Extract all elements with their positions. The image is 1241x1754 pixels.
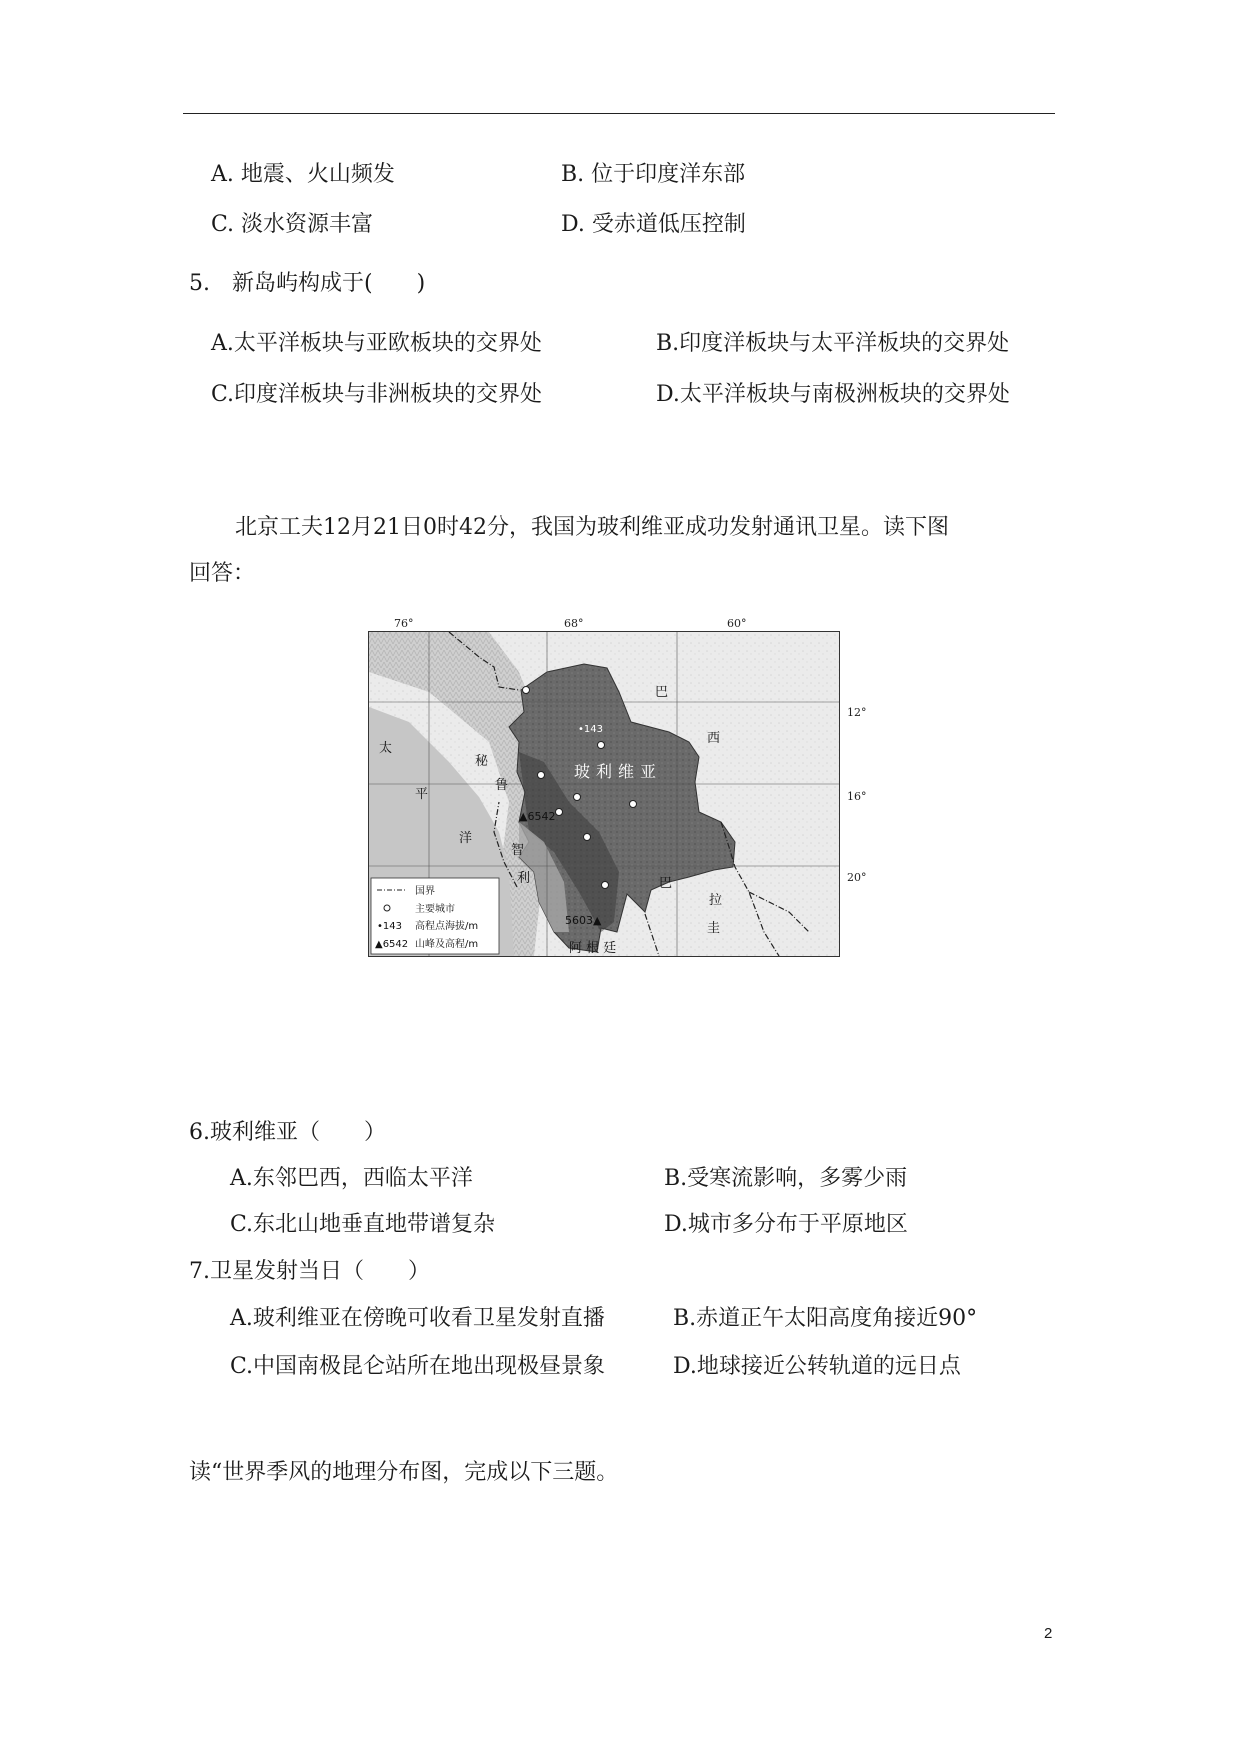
q6-option-b: B.受寒流影响，多雾少雨 bbox=[664, 1166, 908, 1191]
lat-label-20: 20° bbox=[847, 871, 867, 884]
q7-option-a: A.玻利维亚在傍晚可收看卫星发射直播 bbox=[230, 1306, 605, 1331]
q5-option-a: A.太平洋板块与亚欧板块的交界处 bbox=[211, 331, 542, 356]
paraguay-label-2: 拉 bbox=[709, 893, 723, 908]
brazil-label-2: 西 bbox=[707, 731, 721, 746]
legend-peak: 山峰及高程/m bbox=[415, 939, 479, 950]
chile-label-1: 智 bbox=[511, 843, 525, 858]
legend-city: 主要城市 bbox=[415, 904, 455, 915]
lat-label-16: 16° bbox=[847, 790, 867, 803]
legend-peak-symbol: ▲6542 bbox=[375, 939, 409, 950]
header-rule bbox=[183, 113, 1055, 114]
map-svg bbox=[369, 632, 839, 956]
pacific-label-3: 洋 bbox=[459, 831, 473, 846]
q7-option-b: B.赤道正午太阳高度角接近90° bbox=[673, 1306, 978, 1331]
argentina-label: 阿 根 廷 bbox=[569, 941, 617, 956]
intro-line-2: 回答： bbox=[189, 561, 256, 586]
paraguay-label-3: 圭 bbox=[707, 921, 721, 936]
q4-option-a: A. 地震、火山频发 bbox=[211, 162, 395, 187]
paraguay-label-1: 巴 bbox=[659, 876, 673, 891]
lat-label-12: 12° bbox=[847, 706, 867, 719]
city-marker bbox=[584, 834, 591, 841]
intro-line-1: 北京工夫12月21日0时42分，我国为玻利维亚成功发射通讯卫星。读下图 bbox=[235, 515, 949, 540]
bolivia-label: 玻利维亚 bbox=[574, 762, 663, 781]
city-marker bbox=[574, 794, 581, 801]
city-marker bbox=[630, 801, 637, 808]
city-marker bbox=[523, 687, 530, 694]
q6-option-a: A.东邻巴西，西临太平洋 bbox=[230, 1166, 473, 1191]
chile-label-2: 利 bbox=[517, 871, 531, 886]
lon-label-68: 68° bbox=[564, 617, 584, 630]
q6-stem: 6.玻利维亚（ ） bbox=[189, 1120, 386, 1145]
city-marker bbox=[598, 742, 605, 749]
spot-elevation-label: •143 bbox=[578, 724, 603, 735]
q6-option-d: D.城市多分布于平原地区 bbox=[664, 1212, 908, 1237]
legend-city-symbol bbox=[384, 905, 390, 911]
peak-5603-label: 5603▲ bbox=[565, 914, 602, 927]
city-marker bbox=[602, 882, 609, 889]
q5-option-d: D.太平洋板块与南极洲板块的交界处 bbox=[656, 382, 1010, 407]
q4-option-d: D. 受赤道低压控制 bbox=[561, 212, 746, 237]
lon-label-60: 60° bbox=[727, 617, 747, 630]
pacific-label-1: 太 bbox=[379, 741, 393, 756]
q7-option-c: C.中国南极昆仑站所在地出现极昼景象 bbox=[230, 1354, 606, 1379]
legend-elev: 高程点海拔/m bbox=[415, 921, 479, 932]
lon-label-76: 76° bbox=[394, 617, 414, 630]
monsoon-prompt: 读“世界季风的地理分布图，完成以下三题。 bbox=[189, 1460, 619, 1485]
peru-label-1: 秘 bbox=[475, 754, 489, 769]
q5-option-c: C.印度洋板块与非洲板块的交界处 bbox=[211, 382, 543, 407]
pacific-label-2: 平 bbox=[415, 787, 429, 802]
peru-label-2: 鲁 bbox=[495, 778, 509, 793]
q7-stem: 7.卫星发射当日（ ） bbox=[189, 1259, 430, 1284]
q4-option-b: B. 位于印度洋东部 bbox=[561, 162, 746, 187]
city-marker bbox=[538, 772, 545, 779]
brazil-label-1: 巴 bbox=[655, 685, 669, 700]
legend-border: 国界 bbox=[415, 886, 435, 897]
legend-elev-symbol: •143 bbox=[377, 921, 402, 932]
q6-option-c: C.东北山地垂直地带谱复杂 bbox=[230, 1212, 496, 1237]
city-marker bbox=[556, 809, 563, 816]
bolivia-map bbox=[368, 631, 840, 957]
q5-option-b: B.印度洋板块与太平洋板块的交界处 bbox=[656, 331, 1010, 356]
page-number: 2 bbox=[1044, 1625, 1053, 1642]
peak-6542-label: ▲6542 bbox=[519, 810, 556, 823]
q5-stem: 5. 新岛屿构成于( ) bbox=[189, 271, 426, 296]
q4-option-c: C. 淡水资源丰富 bbox=[211, 212, 374, 237]
q7-option-d: D.地球接近公转轨道的远日点 bbox=[673, 1354, 961, 1379]
map-legend bbox=[371, 878, 499, 954]
